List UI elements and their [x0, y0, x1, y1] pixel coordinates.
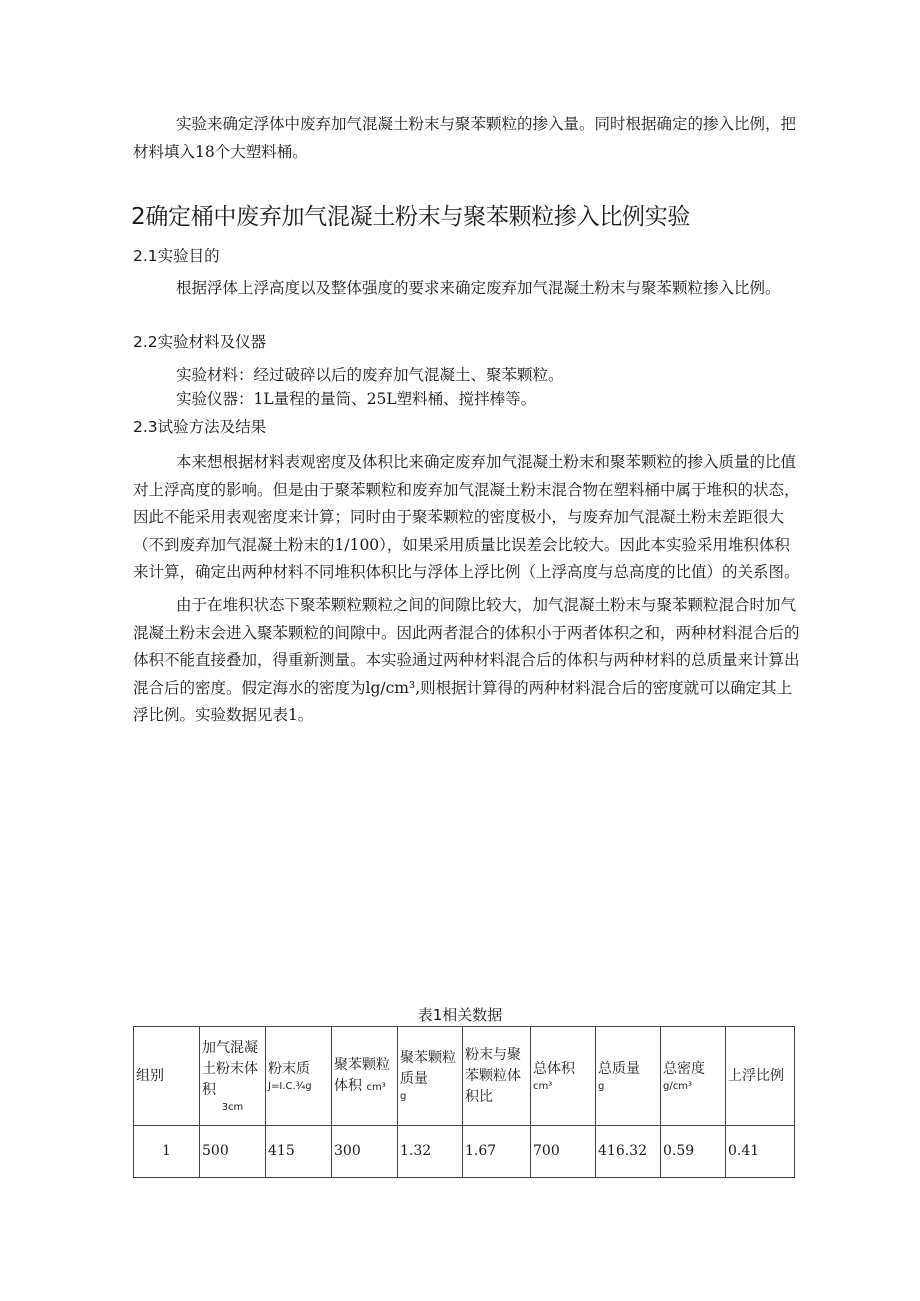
table-cell: 1.67 — [463, 1126, 531, 1178]
table-cell: 700 — [531, 1126, 596, 1178]
method-paragraph-2: 由于在堆积状态下聚苯颗粒颗粒之间的间隙比较大，加气混凝土粉末与聚苯颗粒混合时加气混凝土粉末会进入聚苯颗粒的间隙中。因此两者混合的体积小于两者体积之和，两种材料混合后的体积不能直接叠加，得重新测量。本实验通过两种材料混合后的体积与两种材料的总质量来计算出混合后的密度。假定海水的密度为lg∕cm³,则根据计算得的两种材料混合后的密度就可以确定其上浮比例。实验数据见表1。 — [133, 596, 800, 724]
header-cell: 总质量 g — [596, 1027, 661, 1126]
table-cell: 300 — [332, 1126, 398, 1178]
table-header-row — [134, 1027, 795, 1126]
materials-line: 实验材料：经过破碎以后的废弃加气混凝土、聚苯颗粒。 — [176, 366, 564, 384]
table-cell: 1 — [134, 1126, 200, 1178]
table-row — [134, 1126, 795, 1178]
instruments-line: 实验仪器：1L量程的量筒、25L塑料桶、搅拌棒等。 — [176, 390, 537, 408]
purpose-paragraph: 根据浮体上浮高度以及整体强度的要求来确定废弃加气混凝土粉末与聚苯颗粒掺入比例。 — [176, 279, 781, 297]
header-cell: 组别 — [134, 1027, 200, 1126]
header-cell: 粉末与聚苯颗粒体积比 — [463, 1027, 531, 1126]
header-cell: 加气混凝土粉末体积 3cm — [200, 1027, 266, 1126]
header-cell: 聚苯颗粒质量 g — [398, 1027, 463, 1126]
table-cell: 0.41 — [726, 1126, 795, 1178]
header-cell: 上浮比例 — [726, 1027, 795, 1126]
header-cell: 总密度 g∕cm³ — [661, 1027, 726, 1126]
subsection-heading-2-3: 2.3试验方法及结果 — [133, 418, 267, 436]
header-cell: 聚苯颗粒体积 cm³ — [332, 1027, 398, 1126]
header-cell: 总体积 cm³ — [531, 1027, 596, 1126]
header-cell: 粉末质 J=I.C.¾g — [266, 1027, 332, 1126]
table-caption: 表1相关数据 — [417, 1006, 503, 1024]
table-cell: 0.59 — [661, 1126, 726, 1178]
method-paragraph-1: 本来想根据材料表观密度及体积比来确定废弃加气混凝土粉末和聚苯颗粒的掺入质量的比值对上浮高度的影响。但是由于聚苯颗粒和废弃加气混凝土粉末混合物在塑料桶中属于堆积的状态，因此不能采用表观密度来计算；同时由于聚苯颗粒的密度极小，与废弃加气混凝土粉末差距很大（不到废弃加气混凝土粉末的1/100），如果采用质量比误差会比较大。因此本实验采用堆积体积来计算，确定出两种材料不同堆积体积比与浮体上浮比例（上浮高度与总高度的比值）的关系图。 — [133, 453, 800, 581]
section-heading: 2确定桶中废弃加气混凝土粉末与聚苯颗粒掺入比例实验 — [131, 204, 691, 230]
table-cell: 416.32 — [596, 1126, 661, 1178]
table-cell: 1.32 — [398, 1126, 463, 1178]
table-cell: 415 — [266, 1126, 332, 1178]
table-cell: 500 — [200, 1126, 266, 1178]
subsection-heading-2-2: 2.2实验材料及仪器 — [133, 333, 267, 351]
data-table — [133, 1026, 795, 1178]
subsection-heading-2-1: 2.1实验目的 — [133, 247, 220, 265]
intro-paragraph: 实验来确定浮体中废弃加气混凝土粉末与聚苯颗粒的掺入量。同时根据确定的掺入比例，把材料填入18个大塑料桶。 — [133, 115, 797, 161]
